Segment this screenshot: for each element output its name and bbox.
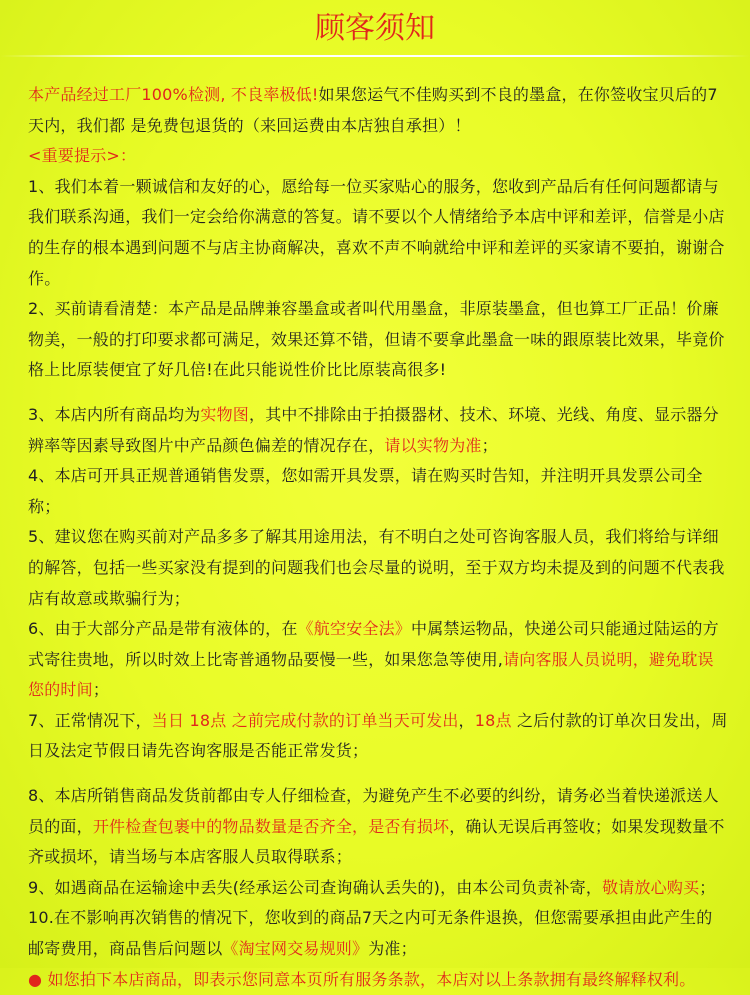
- item-7-text-c: 之后付款的订单次日发出，周日及法定节假日请先咨询客服是否能正常发货；: [28, 710, 728, 761]
- item-6-highlight-contact: 请向客服人员说明，避免耽误您的时间: [28, 649, 714, 700]
- item-7-highlight-sameday: 当日 18点 之前完成付款的订单当天可发出: [151, 710, 459, 730]
- intro-highlight: 本产品经过工厂100%检测, 不良率极低!: [28, 85, 319, 104]
- spacer: [28, 767, 728, 781]
- intro-text: 如果您运气不佳购买到不良的墨盒，在你签收宝贝后的7天内，我们都 是免费包退货的（来回运费由本店独自承担）！: [28, 85, 718, 135]
- item-7-text-a: 7、正常情况下，: [28, 710, 152, 730]
- item-6-text-c: ；: [92, 680, 110, 700]
- notice-item-7: [28, 706, 728, 767]
- final-clause-text: 如您拍下本店商品，即表示您同意本页所有服务条款，本店对以上条款拥有最终解释权利。: [42, 969, 696, 989]
- notice-heading: <重要提示>：: [28, 146, 137, 166]
- item-3-text-a: 3、本店内所有商品均为: [28, 404, 201, 424]
- item-3-highlight-photo: 实物图: [200, 404, 249, 424]
- notice-item-5: 5、建议您在购买前对产品多多了解其用途用法，有不明白之处可咨询客服人员，我们将给与详细的解答，包括一些买家没有提到的问题我们也会尽量的说明，至于双方均未提及到的问题不代表我店有故意或欺骗行为；: [28, 527, 725, 608]
- notice-item-3: [28, 400, 728, 461]
- item-9-text-a: 9、如遇商品在运输途中丢失(经承运公司查询确认丢失的)，由本公司负责补寄，: [28, 877, 603, 897]
- item-3-text-c: ；: [481, 435, 498, 455]
- notice-item-10: [28, 903, 728, 964]
- item-10-highlight-rules: 《淘宝网交易规则》: [222, 939, 369, 959]
- intro-paragraph: [28, 80, 728, 141]
- title-divider: [0, 55, 750, 57]
- page-title: 顾客须知: [315, 11, 435, 46]
- spacer: [28, 386, 728, 400]
- notice-item-8: [28, 781, 728, 873]
- item-10-text-a: 10.在不影响再次销售的情况下，您收到的商品7天之内可无条件退换，但您需要承担由此产生的邮寄费用，商品售后问题以: [28, 908, 713, 959]
- item-6-text-b: 中属禁运物品，快递公司只能通过陆运的方式寄往贵地，所以时效上比寄普通物品要慢一些，如果您急等使用,: [28, 619, 719, 669]
- item-8-highlight-check: 开件检查包裹中的物品数量是否齐全，是否有损坏: [92, 816, 450, 836]
- item-8-text-a: 8、本店所销售商品发货前都由专人仔细检查，为避免产生不必要的纠纷，请务必当着快递派送人员的面，: [28, 786, 719, 836]
- item-10-text-b: 为准；: [368, 939, 417, 959]
- notice-content: [28, 80, 728, 995]
- notice-item-9: [28, 873, 728, 904]
- item-7-text-b: ，: [458, 710, 475, 730]
- notice-item-6: [28, 614, 728, 706]
- item-8-text-b: ，确认无误后再签收；如果发现数量不齐或损坏，请当场与本店客服人员取得联系；: [28, 816, 725, 867]
- item-9-highlight-assure: 敬请放心购买: [602, 877, 700, 897]
- final-clause: [28, 965, 728, 995]
- notice-item-4: 4、本店可开具正规普通销售发票，您如需开具发票，请在购买时告知，并注明开具发票公司全称；: [28, 466, 703, 516]
- bullet-dot-icon: ●: [28, 969, 43, 989]
- notice-item-2: 2、买前请看清楚：本产品是品牌兼容墨盒或者叫代用墨盒，非原装墨盒，但也算工厂正品！价廉物美，一般的打印要求都可满足，效果还算不错，但请不要拿此墨盒一味的跟原装比效果，毕竟价格上比原装便宜了好几倍!在此只能说性价比比原装高很多!: [28, 299, 725, 380]
- item-6-text-a: 6、由于大部分产品是带有液体的，在: [28, 619, 298, 639]
- item-3-text-b: ，其中不排除由于拍摄器材、技术、环境、光线、角度、显示器分辨率等因素导致图片中产品颜色偏差的情况存在，: [28, 404, 719, 455]
- item-3-highlight-actual: 请以实物为准: [384, 435, 482, 455]
- item-9-text-b: ；: [699, 877, 716, 897]
- item-6-highlight-law: 《航空安全法》: [297, 619, 411, 639]
- item-7-highlight-cutoff: 18点: [474, 710, 512, 730]
- notice-item-1: 1、我们本着一颗诚信和友好的心，愿给每一位买家贴心的服务，您收到产品后有任何问题都请与我们联系沟通，我们一定会给你满意的答复。请不要以个人情绪给予本店中评和差评，信誉是小店的生存的根本遇到问题不与店主协商解决，喜欢不声不响就给中评和差评的买家请不要拍，谢谢合作。: [28, 176, 725, 288]
